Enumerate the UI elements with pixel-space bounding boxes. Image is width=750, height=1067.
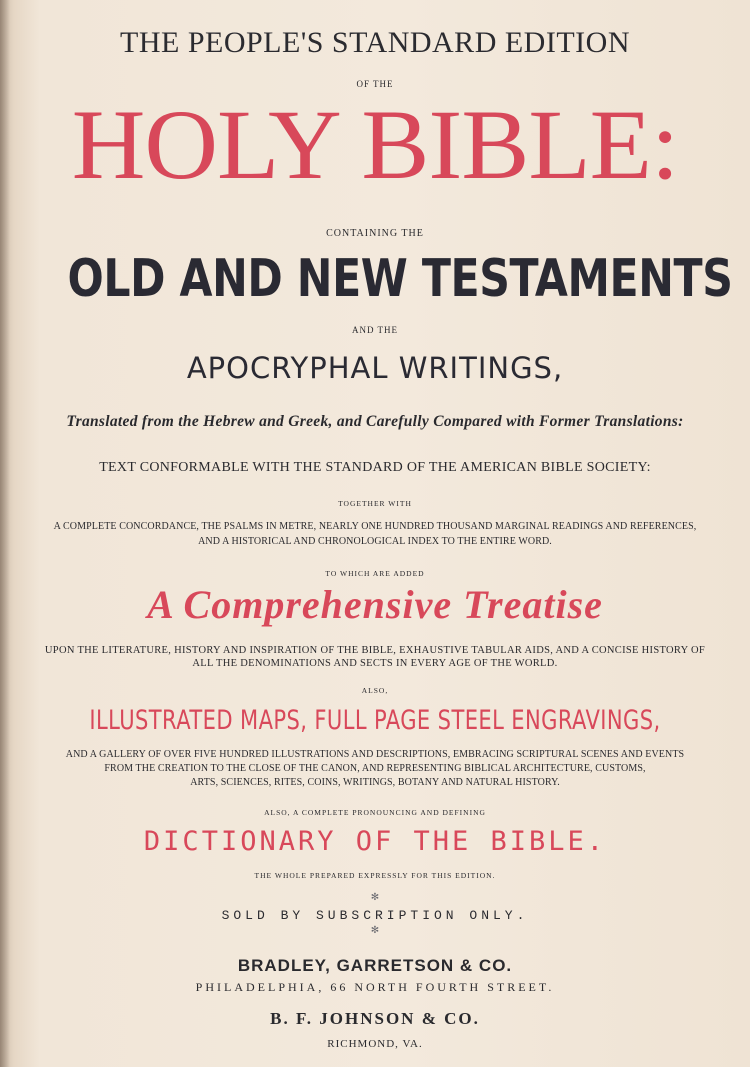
- ornament-icon: ✻: [370, 925, 380, 936]
- concordance-line-2: AND A HISTORICAL AND CHRONOLOGICAL INDEX TO THE ENTIRE WORD.: [198, 536, 552, 547]
- also-text: ALSO,: [361, 686, 389, 695]
- publisher-2: B. F. JOHNSON & CO.: [270, 1009, 480, 1028]
- to-which-added-text: TO WHICH ARE ADDED: [325, 569, 425, 578]
- and-the-text: AND THE: [351, 325, 399, 335]
- also-complete-text: ALSO, A COMPLETE PRONOUNCING AND DEFINING: [264, 808, 486, 817]
- address-2: RICHMOND, VA.: [327, 1038, 423, 1050]
- edition-heading: THE PEOPLE'S STANDARD EDITION: [120, 26, 630, 59]
- apocryphal-heading: APOCRYPHAL WRITINGS,: [186, 351, 564, 385]
- translated-line: Translated from the Hebrew and Greek, and Carefully Compared with Former Translations:: [66, 413, 684, 430]
- whole-prepared-text: THE WHOLE PREPARED EXPRESSLY FOR THIS EDITION.: [254, 871, 496, 880]
- maps-heading: ILLUSTRATED MAPS, FULL PAGE STEEL ENGRAVINGS,: [89, 705, 661, 736]
- publisher-1: BRADLEY, GARRETSON & CO.: [237, 956, 513, 975]
- gallery-line-2: FROM THE CREATION TO THE CLOSE OF THE CANON, AND REPRESENTING BIBLICAL ARCHITECTURE, CUSTOMS,: [104, 763, 646, 774]
- gallery-line-3: ARTS, SCIENCES, RITES, COINS, WRITINGS, BOTANY AND NATURAL HISTORY.: [190, 777, 560, 788]
- concordance-line-1: A COMPLETE CONCORDANCE, THE PSALMS IN METRE, NEARLY ONE HUNDRED THOUSAND MARGINAL READINGS AND REFERENCES,: [53, 521, 697, 532]
- dictionary-heading: DICTIONARY OF THE BIBLE.: [143, 826, 607, 857]
- of-the-text: OF THE: [356, 79, 394, 89]
- testaments-heading: OLD AND NEW TESTAMENTS: [67, 249, 733, 309]
- gallery-line-1: AND A GALLERY OF OVER FIVE HUNDRED ILLUSTRATIONS AND DESCRIPTIONS, EMBRACING SCRIPTURAL SCENES AND EVENTS: [65, 749, 685, 760]
- upon-line-2: ALL THE DENOMINATIONS AND SECTS IN EVERY AGE OF THE WORLD.: [192, 658, 558, 669]
- containing-text: CONTAINING THE: [326, 228, 424, 239]
- main-title: HOLY BIBLE:: [71, 89, 679, 200]
- treatise-heading: A Comprehensive Treatise: [147, 582, 603, 627]
- ornament-icon: ✻: [370, 892, 380, 903]
- upon-line-1: UPON THE LITERATURE, HISTORY AND INSPIRATION OF THE BIBLE, EXHAUSTIVE TABULAR AIDS, AND A CONCISE HISTORY OF: [44, 645, 706, 656]
- together-with-text: TOGETHER WITH: [338, 499, 412, 508]
- address-1: PHILADELPHIA, 66 NORTH FOURTH STREET.: [195, 980, 555, 994]
- conformable-line: TEXT CONFORMABLE WITH THE STANDARD OF THE AMERICAN BIBLE SOCIETY:: [99, 460, 651, 475]
- sold-by-subscription: SOLD BY SUBSCRIPTION ONLY.: [221, 908, 529, 923]
